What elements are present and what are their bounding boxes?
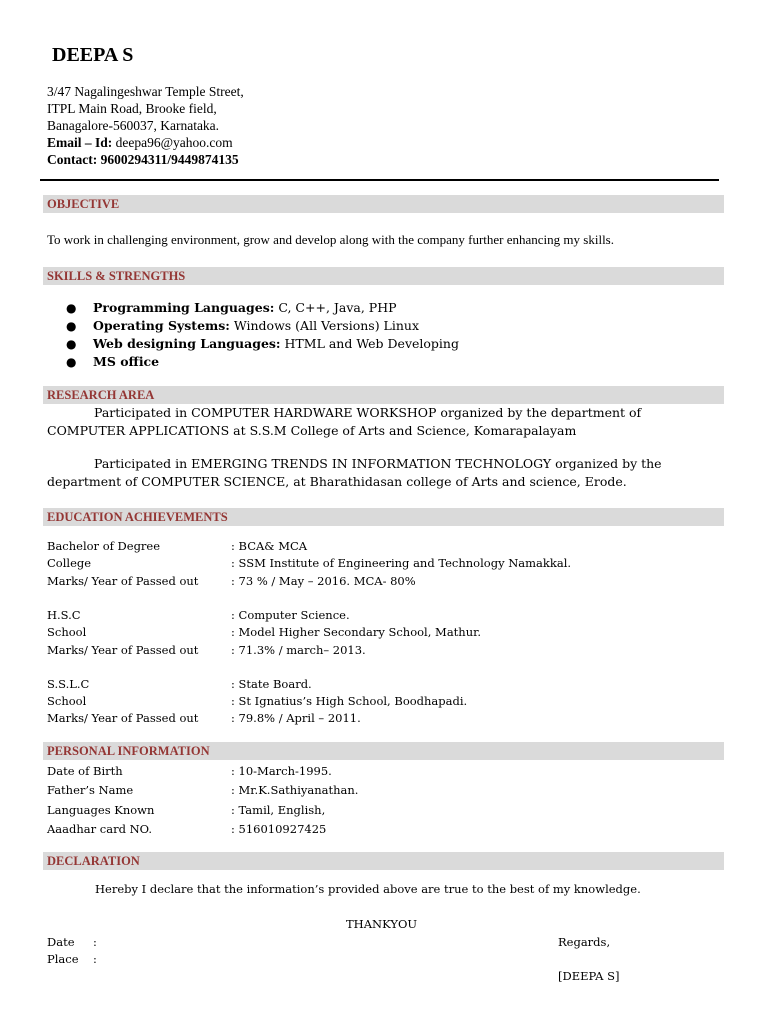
bullet-icon: ●: [66, 301, 77, 315]
research-paragraph-1: Participated in COMPUTER HARDWARE WORKSHOP organized by the department of COMPUTER APPLICATIONS at S.S.M College of Arts and Science, Komarapalayam: [47, 405, 642, 438]
section-heading-objective: OBJECTIVE: [43, 195, 724, 213]
skill-value: Windows (All Versions) Linux: [229, 318, 419, 333]
regards-text: Regards,: [558, 935, 611, 949]
contact-line: [47, 151, 244, 168]
email-label: Email – Id:: [47, 135, 113, 150]
skill-value: C, C++, Java, PHP: [274, 300, 397, 315]
row-key: School: [47, 694, 87, 708]
row-key: Date of Birth: [47, 764, 123, 778]
thank-you-text: THANKYOU: [346, 917, 418, 931]
list-item: [66, 335, 459, 353]
objective-text: To work in challenging environment, grow and develop along with the company further enhancing my skills.: [47, 232, 614, 247]
bullet-icon: ●: [66, 355, 77, 369]
table-row: [47, 574, 416, 588]
table-row: [47, 711, 361, 725]
table-row: [47, 783, 358, 797]
date-line: [47, 935, 97, 949]
place-label: Place: [47, 952, 79, 966]
table-row: [47, 643, 366, 657]
table-row: [47, 608, 350, 622]
table-row: [47, 803, 325, 817]
skills-list: [66, 299, 459, 371]
email-line: [47, 134, 244, 151]
row-value: : Mr.K.Sathiyanathan.: [231, 783, 359, 797]
row-value: : 71.3% / march– 2013.: [231, 643, 366, 657]
address-line-3: Banagalore-560037, Karnataka.: [47, 118, 220, 133]
table-row: [47, 625, 481, 639]
signature-name: [DEEPA S]: [558, 969, 620, 983]
place-line: [47, 952, 97, 966]
bullet-icon: ●: [66, 319, 77, 333]
row-key: Marks/ Year of Passed out: [47, 711, 199, 725]
table-row: [47, 694, 467, 708]
row-value: : St Ignatius’s High School, Boodhapadi.: [231, 694, 468, 708]
place-colon: :: [93, 952, 97, 966]
declaration-text: Hereby I declare that the information’s provided above are true to the best of my knowledge.: [95, 882, 641, 896]
skill-label: MS office: [93, 354, 160, 369]
contact-label: Contact:: [47, 152, 98, 167]
skill-label: Operating Systems:: [93, 318, 230, 333]
row-key: Aaadhar card NO.: [47, 822, 153, 836]
row-key: Languages Known: [47, 803, 155, 817]
table-row: [47, 764, 332, 778]
header-divider: [40, 179, 719, 181]
row-value: : 73 % / May – 2016. MCA- 80%: [231, 574, 416, 588]
date-colon: :: [93, 935, 97, 949]
table-row: [47, 556, 571, 570]
row-value: : Model Higher Secondary School, Mathur.: [231, 625, 482, 639]
row-value: : Computer Science.: [231, 608, 350, 622]
row-key: Marks/ Year of Passed out: [47, 574, 199, 588]
section-heading-research: RESEARCH AREA: [43, 386, 724, 404]
list-item: [66, 317, 459, 335]
skill-label: Programming Languages:: [93, 300, 275, 315]
skill-value: HTML and Web Developing: [280, 336, 459, 351]
row-value: : State Board.: [231, 677, 312, 691]
row-value: : BCA& MCA: [231, 539, 308, 553]
row-key: Marks/ Year of Passed out: [47, 643, 199, 657]
list-item: [66, 299, 459, 317]
section-heading-education: EDUCATION ACHIEVEMENTS: [43, 508, 724, 526]
row-key: College: [47, 556, 92, 570]
row-value: : 516010927425: [231, 822, 327, 836]
row-key: S.S.L.C: [47, 677, 90, 691]
table-row: [47, 677, 312, 691]
skill-label: Web designing Languages:: [93, 336, 281, 351]
research-paragraph-2: Participated in EMERGING TRENDS IN INFORMATION TECHNOLOGY organized by the department of COMPUTER SCIENCE, at Bharathidasan college of Arts and science, Erode.: [47, 456, 662, 489]
table-row: [47, 822, 326, 836]
email-value[interactable]: deepa96@yahoo.com: [115, 135, 233, 150]
section-heading-declaration: DECLARATION: [43, 852, 724, 870]
table-row: [47, 539, 307, 553]
row-value: : Tamil, English,: [231, 803, 326, 817]
section-heading-personal: PERSONAL INFORMATION: [43, 742, 724, 760]
address-line-2: ITPL Main Road, Brooke field,: [47, 101, 217, 116]
row-key: School: [47, 625, 87, 639]
contact-block: [47, 83, 244, 168]
section-heading-skills: SKILLS & STRENGTHS: [43, 267, 724, 285]
list-item: [66, 353, 459, 371]
row-key: Father’s Name: [47, 783, 134, 797]
row-key: Bachelor of Degree: [47, 539, 161, 553]
bullet-icon: ●: [66, 337, 77, 351]
contact-value: 9600294311/9449874135: [100, 152, 239, 167]
row-key: H.S.C: [47, 608, 81, 622]
address-line-1: 3/47 Nagalingeshwar Temple Street,: [47, 84, 244, 99]
date-label: Date: [47, 935, 75, 949]
row-value: : 10-March-1995.: [231, 764, 332, 778]
row-value: : 79.8% / April – 2011.: [231, 711, 361, 725]
row-value: : SSM Institute of Engineering and Technology Namakkal.: [231, 556, 572, 570]
candidate-name: DEEPA S: [52, 44, 134, 66]
